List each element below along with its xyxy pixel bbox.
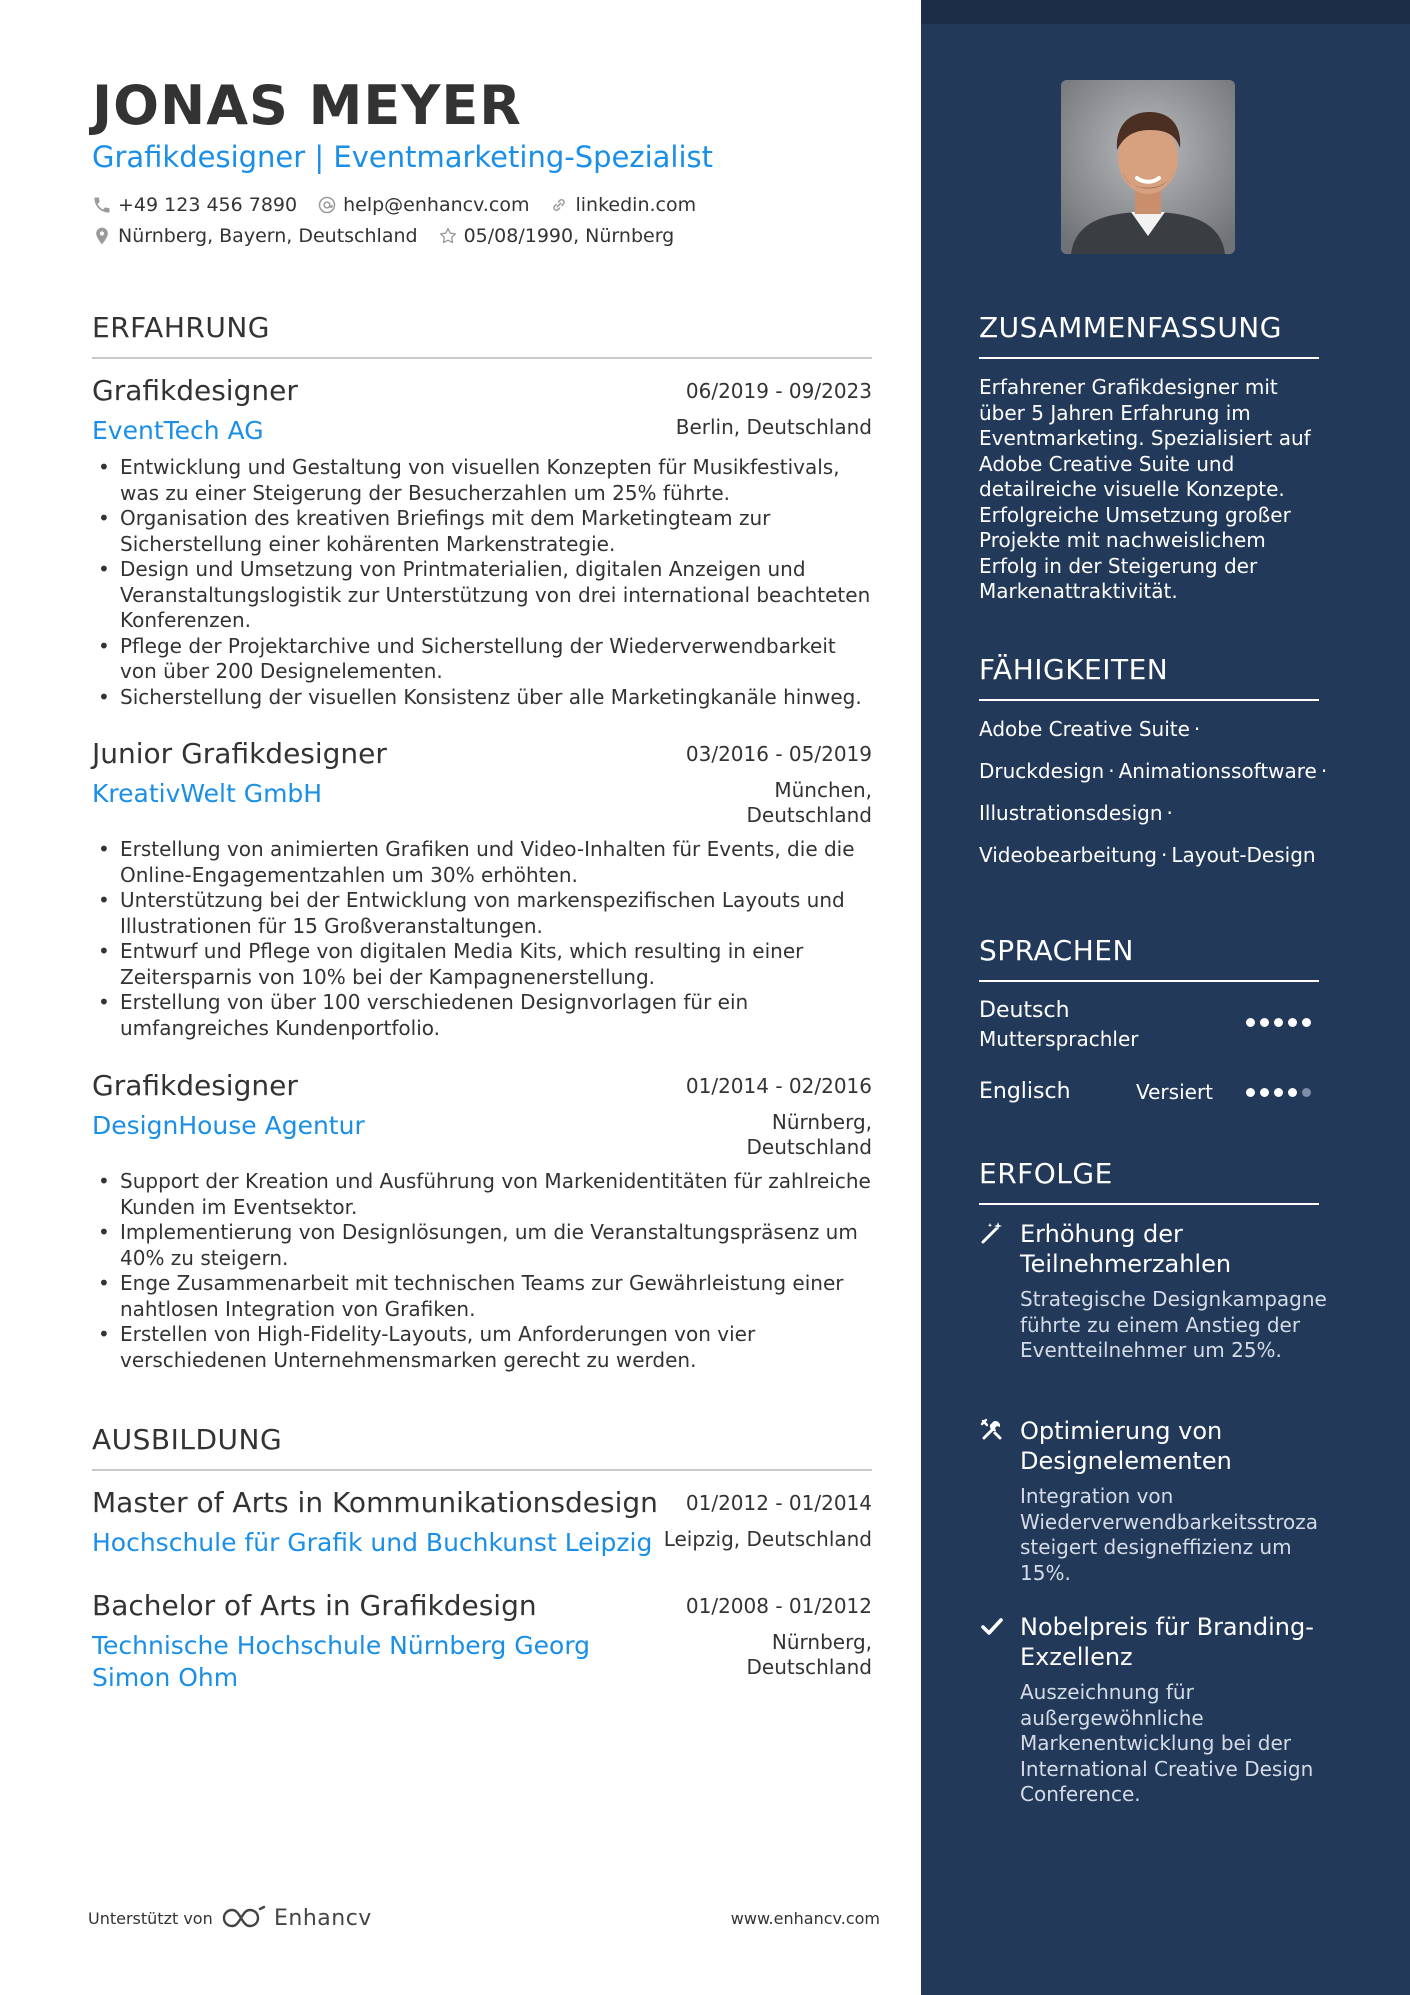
achievement-title: Optimierung von Designelementen <box>1020 1417 1232 1475</box>
skill-item: Druckdesign <box>979 759 1105 783</box>
skill-separator: · <box>1193 717 1201 741</box>
skill-item: Videobearbeitung <box>979 843 1157 867</box>
at-icon <box>317 195 337 215</box>
contact-email-text: help@enhancv.com <box>343 194 530 216</box>
job-location <box>747 1110 873 1160</box>
skills-row <box>979 715 1204 743</box>
job-dates: 01/2014 - 02/2016 <box>685 1074 872 1098</box>
contact-linkedin[interactable] <box>549 192 696 218</box>
experience-title: ERFAHRUNG <box>92 311 270 344</box>
rating-dot <box>1302 1018 1311 1027</box>
profile-photo-image <box>1061 80 1235 254</box>
contact-row-1 <box>92 192 716 218</box>
education-degree: Master of Arts in Kommunikationsdesign <box>92 1486 658 1519</box>
achievement-text: Strategische Designkampagne führte zu einem Anstieg der Eventteilnehmer um 25%. <box>1020 1287 1327 1362</box>
skills-row <box>979 757 1331 785</box>
job-bullets <box>92 455 872 710</box>
job-location-line: Deutschland <box>746 803 872 827</box>
phone-icon <box>92 195 112 215</box>
job-bullet: • Design und Umsetzung von Printmaterialien, digitalen Anzeigen und Veranstaltungslogistik zur Unterstützung von drei international beachteten Konferenzen. <box>92 557 872 634</box>
education-dates: 01/2008 - 01/2012 <box>685 1594 872 1618</box>
job-company[interactable]: EventTech AG <box>92 416 264 445</box>
job-bullet: • Entwurf und Pflege von digitalen Media Kits, which resulting in einer Zeitersparnis von 10% bei der Kampagnenerstellung. <box>92 939 872 990</box>
skill-item: Adobe Creative Suite <box>979 717 1190 741</box>
skill-separator: · <box>1320 759 1328 783</box>
rating-dot <box>1288 1018 1297 1027</box>
contact-phone-text: +49 123 456 7890 <box>118 194 298 216</box>
contact-linkedin-text: linkedin.com <box>575 194 697 216</box>
footer <box>88 1905 880 1935</box>
job-role: Junior Grafikdesigner <box>92 737 387 770</box>
star-icon <box>438 226 458 246</box>
skills-row <box>979 841 1316 869</box>
sidebar-top-band <box>921 0 1410 24</box>
job-bullet: • Enge Zusammenarbeit mit technischen Teams zur Gewährleistung einer nahtlosen Integration von Grafiken. <box>92 1271 872 1322</box>
language-level: Versiert <box>1136 1080 1214 1104</box>
education-dates: 01/2012 - 01/2014 <box>685 1491 872 1515</box>
rating-dot <box>1246 1018 1255 1027</box>
enhancv-logo-text: Enhancv <box>274 1905 372 1931</box>
job-company[interactable]: DesignHouse Agentur <box>92 1111 365 1140</box>
job-role: Grafikdesigner <box>92 374 298 407</box>
footer-url[interactable]: www.enhancv.com <box>730 1909 880 1928</box>
experience-divider <box>92 357 872 359</box>
achievement-title: Nobelpreis für Branding-Exzellenz <box>1020 1613 1314 1671</box>
job-location: Berlin, Deutschland <box>675 415 872 439</box>
job-location <box>747 778 873 828</box>
checkmark-icon <box>979 1614 1005 1640</box>
skill-separator: · <box>1108 759 1115 783</box>
job-bullets <box>92 1169 872 1373</box>
summary-title: ZUSAMMENFASSUNG <box>979 311 1282 344</box>
achievements-title: ERFOLGE <box>979 1157 1113 1190</box>
summary-divider <box>979 357 1319 359</box>
magic-wand-icon <box>979 1220 1005 1246</box>
education-location <box>747 1630 873 1680</box>
skill-item: Illustrationsdesign <box>979 801 1163 825</box>
skills-row <box>979 799 1177 827</box>
job-bullet: • Organisation des kreativen Briefings mit dem Marketingteam zur Sicherstellung einer kohärenten Markenstrategie. <box>92 506 872 557</box>
job-bullet: • Support der Kreation und Ausführung von Markenidentitäten für zahlreiche Kunden im Eventsektor. <box>92 1169 872 1220</box>
achievement-title: Erhöhung der Teilnehmerzahlen <box>1020 1220 1232 1278</box>
achievements-divider <box>979 1203 1319 1205</box>
job-bullet: • Erstellen von High-Fidelity-Layouts, um Anforderungen von vier verschiedenen Unternehmensmarken gerecht zu werden. <box>92 1322 872 1373</box>
tools-icon <box>979 1417 1005 1443</box>
rating-dot <box>1274 1088 1283 1097</box>
contact-location <box>92 223 418 249</box>
contact-birth <box>438 223 675 249</box>
rating-dot <box>1274 1018 1283 1027</box>
job-bullets <box>92 837 872 1041</box>
rating-dot <box>1260 1018 1269 1027</box>
education-school[interactable]: Hochschule für Grafik und Buchkunst Leipzig <box>92 1528 653 1557</box>
summary-text: Erfahrener Grafikdesigner mit über 5 Jahren Erfahrung im Eventmarketing. Spezialisiert auf Adobe Creative Suite und detailreiche visuelle Konzepte. Erfolgreiche Umsetzung großer Projekte mit nachweislichem Erfolg in der Steigerung der Markenattraktivität. <box>979 375 1311 603</box>
contact-email[interactable] <box>317 192 529 218</box>
education-location-line: Deutschland <box>746 1655 872 1679</box>
contact-phone[interactable] <box>92 192 297 218</box>
job-dates: 03/2016 - 05/2019 <box>685 742 872 766</box>
job-company[interactable]: KreativWelt GmbH <box>92 779 323 808</box>
link-icon <box>549 195 569 215</box>
skill-separator: · <box>1166 801 1173 825</box>
profile-photo <box>1061 80 1235 254</box>
job-location-line: Deutschland <box>746 1135 872 1159</box>
education-school[interactable] <box>92 1630 590 1694</box>
languages-title: SPRACHEN <box>979 934 1134 967</box>
language-rating <box>1246 1088 1311 1097</box>
job-bullet: • Erstellung von über 100 verschiedenen Designvorlagen für ein umfangreiches Kundenportfolio. <box>92 990 872 1041</box>
job-role: Grafikdesigner <box>92 1069 298 1102</box>
contact-row-2 <box>92 223 694 249</box>
education-school-line: Simon Ohm <box>92 1663 239 1692</box>
job-bullet: • Unterstützung bei der Entwicklung von markenspezifischen Layouts und Illustrationen für 15 Großveranstaltungen. <box>92 888 872 939</box>
skills-title: FÄHIGKEITEN <box>979 653 1169 686</box>
contact-location-text: Nürnberg, Bayern, Deutschland <box>118 225 418 247</box>
education-location-line: Nürnberg, <box>771 1630 872 1654</box>
education-title: AUSBILDUNG <box>92 1423 283 1456</box>
achievement-text: Auszeichnung für außergewöhnliche Markenentwicklung bei der International Creative Design Conference. <box>1020 1680 1314 1806</box>
location-pin-icon <box>92 226 112 246</box>
footer-powered-by: Unterstützt von <box>88 1909 213 1928</box>
rating-dot <box>1246 1088 1255 1097</box>
education-school-line: Technische Hochschule Nürnberg Georg <box>92 1631 591 1660</box>
skills-divider <box>979 699 1319 701</box>
job-location-line: Nürnberg, <box>771 1110 872 1134</box>
achievement-text: Integration von Wiederverwendbarkeitsstroza steigert designeffizienz um 15%. <box>1020 1484 1319 1585</box>
job-bullet: • Pflege der Projektarchive und Sicherstellung der Wiederverwendbarkeit von über 200 Designelementen. <box>92 634 872 685</box>
rating-dot <box>1260 1088 1269 1097</box>
education-degree: Bachelor of Arts in Grafikdesign <box>92 1589 537 1622</box>
language-name: Deutsch <box>979 998 1070 1023</box>
job-location-line: München, <box>774 778 872 802</box>
job-bullet: • Entwicklung und Gestaltung von visuellen Konzepten für Musikfestivals, was zu einer Steigerung der Besucherzahlen um 25% führte. <box>92 455 872 506</box>
enhancv-logo-icon <box>220 1905 266 1931</box>
language-name: Englisch <box>979 1079 1071 1104</box>
education-divider <box>92 1469 872 1471</box>
job-bullet: • Implementierung von Designlösungen, um die Veranstaltungspräsenz um 40% zu steigern. <box>92 1220 872 1271</box>
education-location: Leipzig, Deutschland <box>663 1527 872 1551</box>
language-rating <box>1246 1018 1311 1027</box>
skill-separator: · <box>1160 843 1168 867</box>
skill-item: Layout-Design <box>1171 843 1316 867</box>
rating-dot <box>1302 1088 1311 1097</box>
job-bullet: • Sicherstellung der visuellen Konsistenz über alle Marketingkanäle hinweg. <box>92 685 872 711</box>
enhancv-logo[interactable] <box>220 1905 372 1931</box>
contact-birth-text: 05/08/1990, Nürnberg <box>463 225 675 247</box>
candidate-subtitle: Grafikdesigner | Eventmarketing-Spezialist <box>92 140 714 174</box>
languages-divider <box>979 980 1319 982</box>
skill-item: Animationssoftware <box>1118 759 1317 783</box>
job-bullet: • Erstellung von animierten Grafiken und Video-Inhalten für Events, die die Online-Engagementzahlen um 30% erhöhten. <box>92 837 872 888</box>
candidate-name: JONAS MEYER <box>92 74 522 137</box>
rating-dot <box>1288 1088 1297 1097</box>
language-level: Muttersprachler <box>979 1027 1139 1051</box>
job-dates: 06/2019 - 09/2023 <box>685 379 872 403</box>
